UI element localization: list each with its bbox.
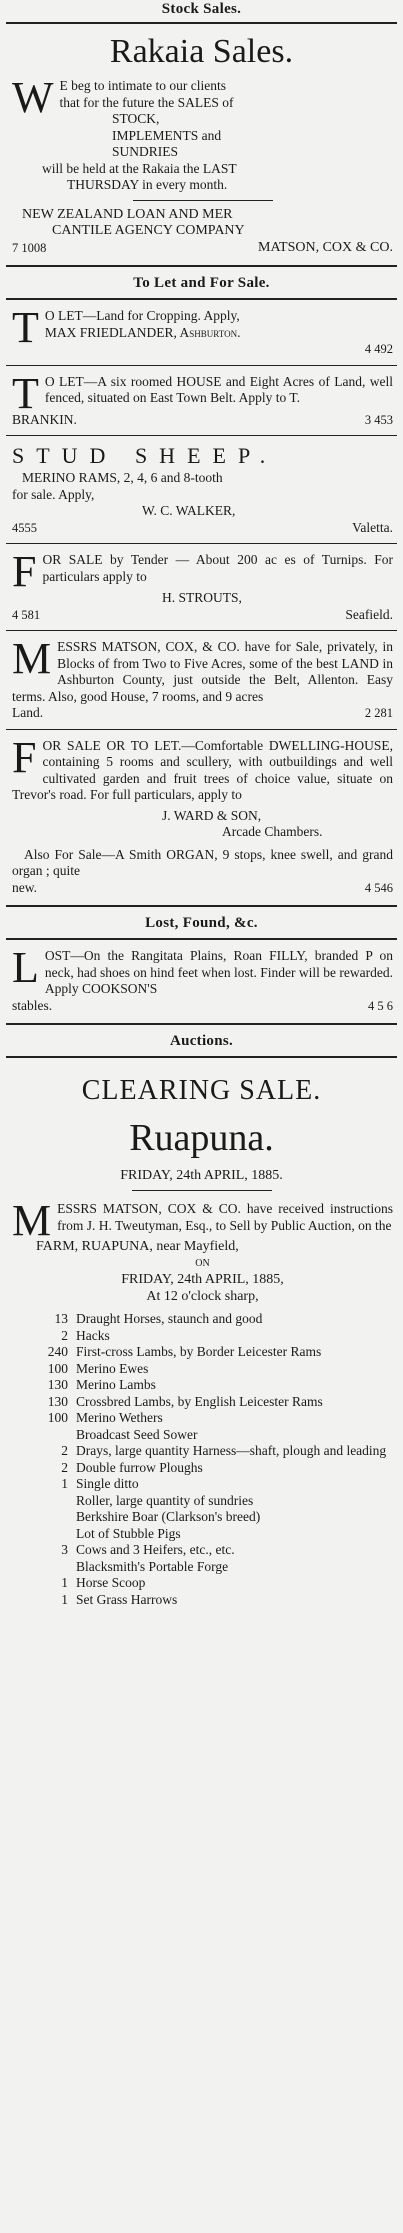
- list-item: [12, 1410, 393, 1427]
- ad-text: that for the future the SALES of: [59, 94, 234, 110]
- item-description: Horse Scoop: [76, 1575, 146, 1590]
- list-item: [12, 1377, 393, 1394]
- ad-lost-filly: [0, 940, 403, 1017]
- ad-ref: 4 546: [364, 880, 393, 895]
- list-item: [12, 1476, 393, 1493]
- item-quantity: [12, 1493, 76, 1510]
- ad-ref: 2 281: [364, 706, 393, 720]
- drop-cap: L: [12, 943, 39, 992]
- item-description: Crossbred Lambs, by English Leicester Rams: [76, 1393, 323, 1409]
- ad-title: STUD SHEEP.: [12, 443, 278, 468]
- ad-text: STOCK,: [112, 111, 160, 126]
- item-quantity: 100: [47, 1410, 68, 1425]
- ad-ref: 4 5 6: [368, 998, 393, 1013]
- list-item: [12, 1427, 393, 1444]
- divider: [6, 905, 397, 907]
- list-item: [12, 1526, 393, 1543]
- ad-text: for sale. Apply,: [12, 486, 95, 502]
- list-item: [12, 1394, 393, 1411]
- item-description: Berkshire Boar (Clarkson's breed): [76, 1509, 261, 1524]
- section-heading-to-let: To Let and For Sale.: [133, 275, 270, 291]
- drop-cap: T: [12, 303, 39, 352]
- divider: [6, 1023, 397, 1025]
- item-quantity: 3: [61, 1542, 68, 1557]
- ad-text: ESSRS MATSON, COX, & CO. have for Sale, privately, in Blocks of from Two to Five Acres, some of the best LAND in Ashburton County, just outside the Belt, Allenton. Easy terms. Also, good House, 7 rooms, and 9 acres: [12, 639, 393, 704]
- item-description: First-cross Lambs, by Border Leicester Rams: [76, 1344, 322, 1359]
- ad-text: IMPLEMENTS and: [112, 127, 222, 143]
- item-quantity: 130: [47, 1377, 68, 1392]
- ad-text: MAX FRIEDLANDER, Ashburton.: [44, 324, 241, 340]
- farm-location: FARM, RUAPUNA, near Mayfield,: [36, 1239, 239, 1254]
- item-description: Roller, large quantity of sundries: [76, 1492, 254, 1508]
- ad-text: Land.: [12, 705, 44, 720]
- ad-land-allenton: [0, 631, 403, 725]
- item-quantity: [12, 1509, 76, 1526]
- item-description: Merino Lambs: [76, 1377, 156, 1392]
- ad-firm: MATSON, COX & CO.: [258, 239, 393, 255]
- divider: [6, 1056, 397, 1058]
- ad-text: THURSDAY in every month.: [67, 177, 228, 192]
- item-quantity: 2: [61, 1459, 68, 1475]
- sale-date: FRIDAY, 24th APRIL, 1885,: [121, 1272, 284, 1287]
- ad-text: OR SALE by Tender — About 200 ac es of Turnips. For particulars apply to: [42, 552, 393, 584]
- ad-title-ruapuna: Ruapuna.: [129, 1117, 274, 1159]
- ad-text: new.: [12, 879, 37, 895]
- ad-text: will be held at the Rakaia the LAST: [42, 160, 237, 176]
- item-description: Merino Ewes: [76, 1360, 149, 1376]
- divider: [132, 1190, 272, 1191]
- list-item: [12, 1460, 393, 1477]
- divider: [6, 265, 397, 267]
- item-description: Cows and 3 Heifers, etc., etc.: [76, 1542, 235, 1557]
- ad-text: MERINO RAMS, 2, 4, 6 and 8-tooth: [22, 470, 223, 485]
- list-item: [12, 1509, 393, 1526]
- ad-footer: [12, 880, 393, 897]
- ad-text: OST—On the Rangitata Plains, Roan FILLY, branded P on neck, had shoes on hind feet when lost. Finder will be rewarded. Apply COOKSON'S: [44, 948, 393, 996]
- item-quantity: 240: [47, 1344, 68, 1359]
- ad-name: H. STROUTS,: [162, 590, 242, 605]
- list-item: [12, 1493, 393, 1510]
- item-description: Double furrow Ploughs: [76, 1459, 203, 1475]
- item-description: Merino Wethers: [76, 1410, 163, 1425]
- section-heading-lost-found: Lost, Found, &c.: [145, 915, 258, 931]
- item-quantity: [12, 1526, 76, 1543]
- item-list: [12, 1311, 393, 1608]
- drop-cap: T: [12, 368, 39, 418]
- list-item: [12, 1344, 393, 1361]
- ad-ref: 4 492: [364, 342, 393, 356]
- item-description: Lot of Stubble Pigs: [76, 1525, 181, 1541]
- ad-place: Seafield.: [345, 606, 393, 622]
- list-item: [12, 1559, 393, 1576]
- item-description: Draught Horses, staunch and good: [76, 1311, 263, 1326]
- item-description: Blacksmith's Portable Forge: [76, 1558, 229, 1574]
- ad-text: O LET—Land for Cropping. Apply,: [44, 308, 240, 323]
- item-quantity: [12, 1427, 76, 1444]
- item-quantity: 130: [47, 1393, 68, 1409]
- drop-cap: M: [12, 634, 52, 683]
- item-quantity: 1: [61, 1575, 68, 1590]
- ad-land-for-cropping: [0, 300, 403, 361]
- list-item: [12, 1592, 393, 1609]
- ad-place: Valetta.: [352, 519, 393, 535]
- divider: [133, 200, 273, 201]
- item-quantity: 100: [47, 1360, 68, 1376]
- ad-text: Also For Sale—A Smith ORGAN, 9 stops, knee swell, and grand organ ; quite: [12, 846, 393, 878]
- list-item: [12, 1542, 393, 1559]
- ad-text: ON: [195, 1257, 210, 1269]
- ad-turnips-tender: [0, 544, 403, 626]
- ad-place: Arcade Chambers.: [222, 824, 323, 839]
- ad-text: O LET—A six roomed HOUSE and Eight Acres of Land, well fenced, situated on East Town Belt. Apply to T.: [44, 373, 393, 405]
- ad-name: J. WARD & SON,: [162, 807, 262, 823]
- item-description: Drays, large quantity Harness—shaft, plough and leading: [76, 1443, 387, 1458]
- sale-time: At 12 o'clock sharp,: [146, 1288, 259, 1304]
- drop-cap: F: [12, 732, 37, 782]
- ad-footer: [12, 607, 393, 624]
- ad-text: CANTILE AGENCY COMPANY: [52, 223, 245, 238]
- drop-cap: F: [12, 547, 37, 596]
- drop-cap: W: [12, 73, 54, 122]
- item-quantity: 1: [61, 1476, 68, 1491]
- item-quantity: 1: [61, 1591, 68, 1607]
- ad-footer: [12, 705, 393, 722]
- ad-text: E beg to intimate to our clients: [59, 78, 226, 93]
- ad-text: ESSRS MATSON, COX & CO. have received instructions from J. H. Tweutyman, Esq., to Sell by Public Auction, on the: [57, 1201, 393, 1233]
- divider: [6, 22, 397, 24]
- list-item: [12, 1575, 393, 1592]
- ad-footer: [12, 998, 393, 1015]
- ad-ref: 4 581: [12, 607, 41, 622]
- ad-rakaia-sales: [0, 72, 403, 259]
- item-description: Broadcast Seed Sower: [76, 1426, 198, 1442]
- ad-name: W. C. WALKER,: [142, 503, 236, 518]
- ad-ref: 4555: [12, 520, 37, 535]
- list-item: [12, 1361, 393, 1378]
- ad-text: OR SALE OR TO LET.—Comfortable DWELLING-HOUSE, containing 5 rooms and scullery, with outbuildings and well cultivated garden and fruit trees of choice value, situate on Trevor's road. For full particulars, apply to: [12, 737, 393, 802]
- ad-dwelling-house: [0, 730, 403, 900]
- list-item: [12, 1311, 393, 1328]
- item-description: Set Grass Harrows: [76, 1591, 178, 1607]
- section-heading-stock-sales: Stock Sales.: [161, 1, 242, 17]
- ad-stud-sheep: [0, 436, 403, 539]
- item-quantity: 2: [61, 1443, 68, 1458]
- list-item: [12, 1443, 393, 1460]
- ad-ref: 7 1008: [12, 240, 47, 255]
- ad-clearing-sale: [0, 1197, 403, 1611]
- item-description: Hacks: [76, 1327, 110, 1343]
- ad-six-roomed-house: [0, 366, 403, 432]
- ad-footer: [12, 520, 393, 537]
- sale-date: FRIDAY, 24th APRIL, 1885.: [120, 1168, 283, 1183]
- item-description: Single ditto: [76, 1476, 139, 1491]
- item-quantity: 13: [54, 1311, 68, 1326]
- ad-text: SUNDRIES: [112, 144, 179, 159]
- ad-footer: [12, 240, 393, 257]
- ad-footer: [12, 412, 393, 429]
- ad-title-clearing-sale: CLEARING SALE.: [81, 1075, 322, 1106]
- drop-cap: M: [12, 1196, 52, 1245]
- list-item: [12, 1328, 393, 1345]
- ad-title-rakaia-sales: Rakaia Sales.: [109, 33, 294, 70]
- item-quantity: 2: [61, 1327, 68, 1343]
- ad-name: BRANKIN.: [12, 411, 77, 427]
- ad-ref: 3 453: [364, 412, 393, 427]
- ad-text: stables.: [12, 997, 53, 1013]
- ad-text: NEW ZEALAND LOAN AND MER: [22, 206, 233, 222]
- item-quantity: [12, 1559, 76, 1576]
- section-heading-auctions: Auctions.: [169, 1033, 234, 1049]
